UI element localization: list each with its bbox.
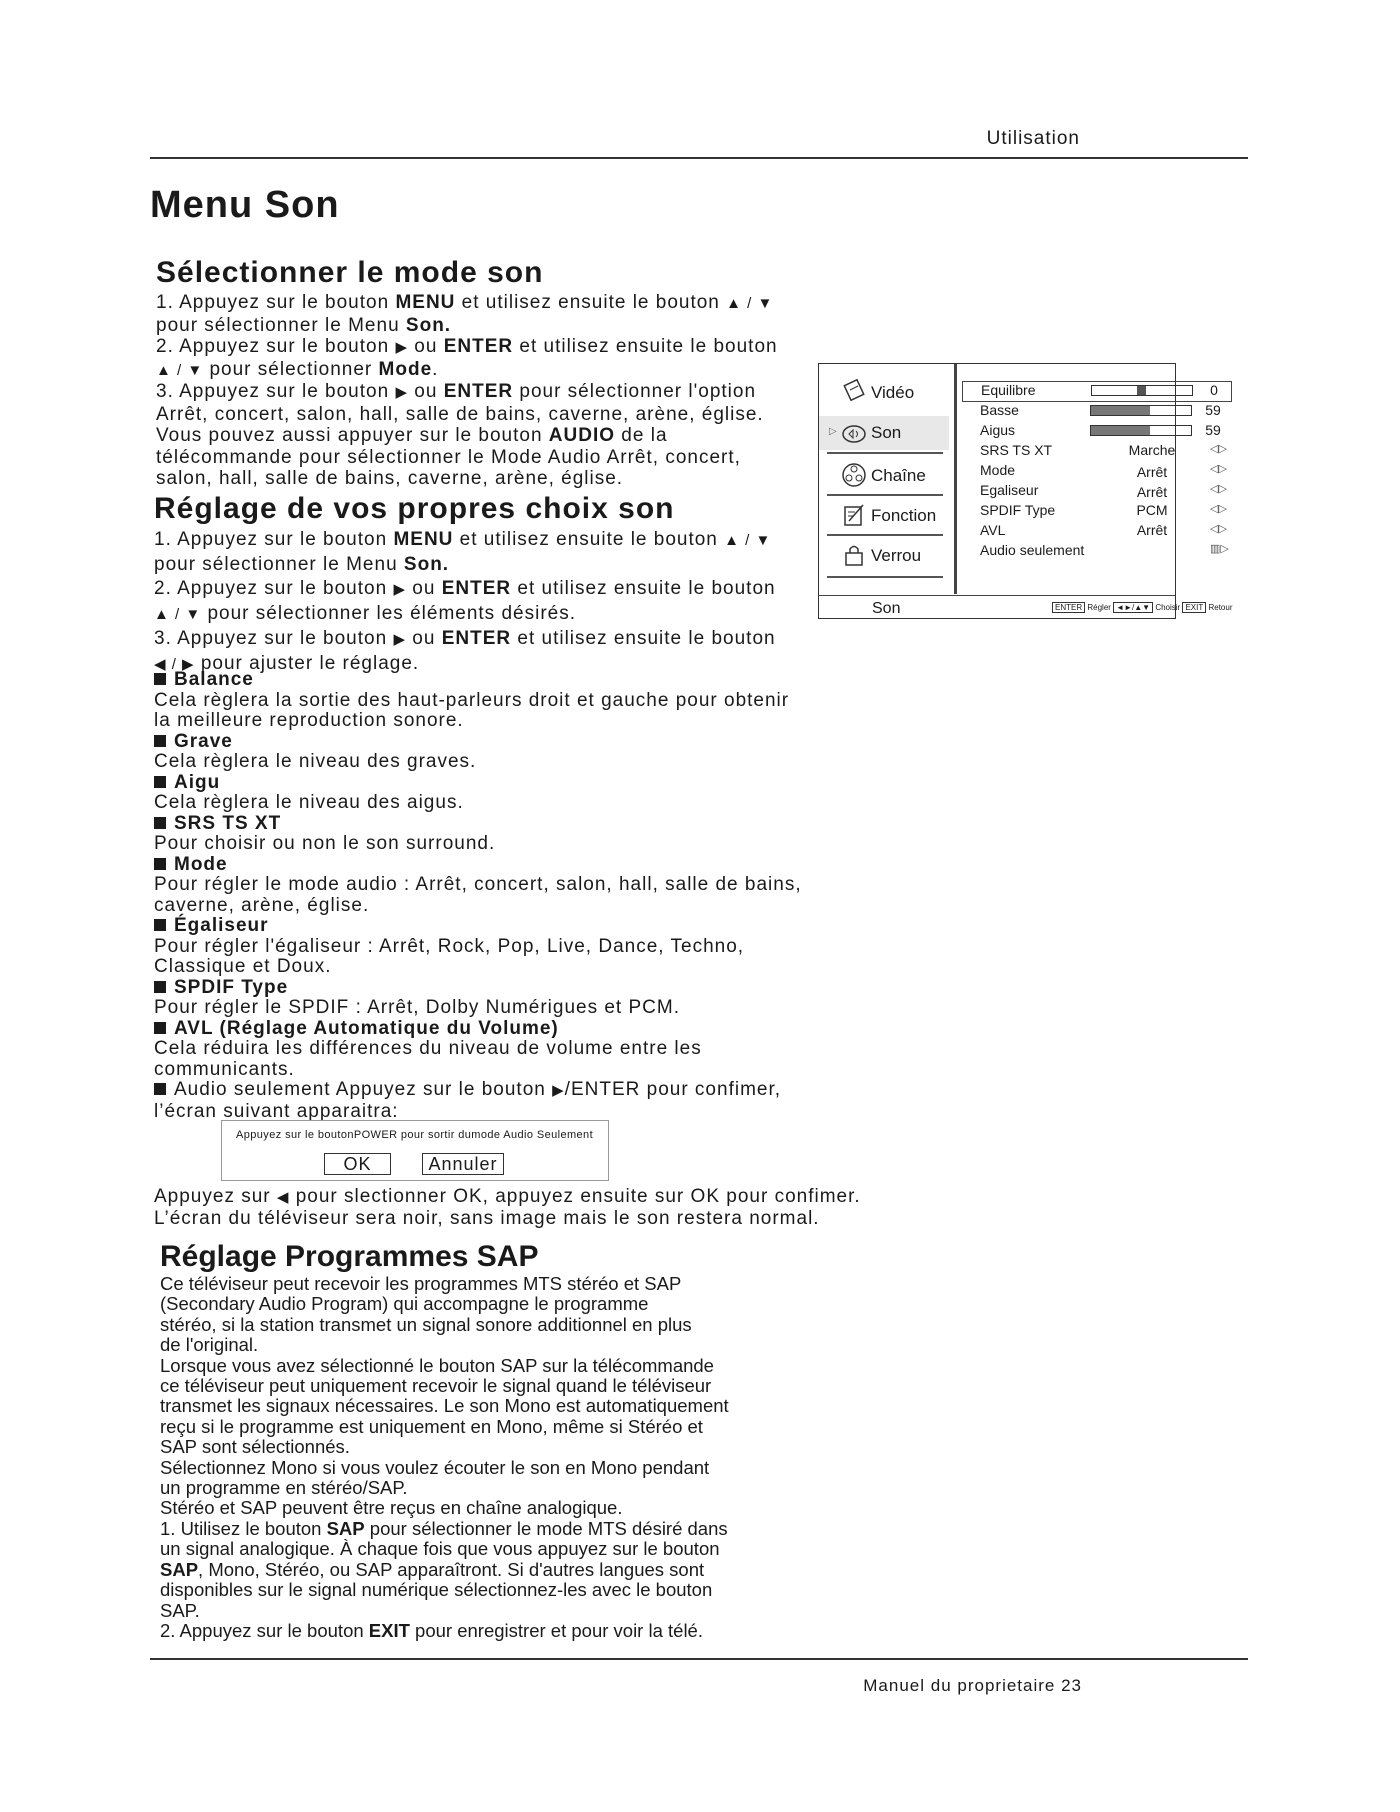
setting-equalizer[interactable]: Egaliseur Arrêt ◁▷ xyxy=(980,482,1227,500)
exit-key: EXIT xyxy=(1182,602,1206,613)
cancel-button[interactable]: Annuler xyxy=(422,1153,504,1175)
section-select-mode-body: 1. Appuyez sur le bouton MENU et utilisez ensuite le bouton ▲ / ▼ pour sélectionner le Menu Son. 2. Appuyez sur le bouton ▶ ou ENTER et utilisez ensuite le bouton ▲ / ▼ pour sélectionner Mode. 3. Appuyez sur le bouton ▶ ou ENTER pour sélectionner l'option Arrêt, concert, salon, hall, salle de bains, caverne, arène, église. Vous pouvez aussi appuyer sur le bouton AUDIO de la télécommande pour sélectionner le Mode Audio Arrêt, concert, salon, hall, salle de bains, caverne, arène, église. xyxy=(156,292,778,489)
bullet-square-icon xyxy=(154,1083,166,1095)
setting-treble[interactable]: Aigus 59 xyxy=(980,422,1221,438)
tv-menu-item-lock[interactable]: Verrou xyxy=(819,539,949,573)
right-arrow-icon: ▶ xyxy=(395,384,408,401)
setting-balance[interactable]: Equilibre 0 xyxy=(962,381,1232,402)
ok-button[interactable]: OK xyxy=(324,1153,391,1175)
tv-menu-footer-title: Son xyxy=(872,600,901,617)
right-arrow-icon: ▶ xyxy=(395,339,408,356)
running-header: Utilisation xyxy=(986,128,1080,149)
section-custom-sound-body: 1. Appuyez sur le bouton MENU et utilisez ensuite le bouton ▲ / ▼ pour sélectionner le Menu Son. 2. Appuyez sur le bouton ▶ ou ENTER et utilisez ensuite le bouton ▲ / ▼ pour sélectionner les éléments désirés. 3. Appuyez sur le bouton ▶ ou ENTER et utilisez ensuite le bouton ◀ / ▶ pour ajuster le réglage. xyxy=(154,529,776,674)
tv-menu-item-video[interactable]: Vidéo xyxy=(819,376,949,410)
page-title: Menu Son xyxy=(150,184,340,226)
speaker-icon xyxy=(841,418,867,446)
right-arrow-icon: ▶ xyxy=(393,631,406,648)
after-dialog-text: Appuyez sur ◀ pour slectionner OK, appuyez ensuite sur OK pour confimer. L’écran du téléviseur sera noir, sans image mais le son restera normal. xyxy=(154,1186,861,1229)
header-rule xyxy=(150,157,1248,159)
left-right-arrows-icon: ◁▷ xyxy=(1210,443,1227,455)
left-right-arrows-icon: ◁▷ xyxy=(1210,503,1227,515)
section-sap-body: Ce téléviseur peut recevoir les programmes MTS stéréo et SAP (Secondary Audio Program) qui accompagne le programme stéréo, si la station transmet un signal sonore additionnel en plus de l'original. Lorsque vous avez sélectionné le bouton SAP sur la télécommande ce téléviseur peut uniquement recevoir le signal quand le téléviseur transmet les signaux nécessaires. Le son Mono est automatiquement reçu si le programme est uniquement en Mono, même si Stéréo et SAP sont sélectionnés. Sélectionnez Mono si vous voulez écouter le son en Mono pendant un programme en stéréo/SAP. Stéréo et SAP peuvent être reçus en chaîne analogique. 1. Utilisez le bouton SAP pour sélectionner le mode MTS désiré dans un signal analogique. À chaque fois que vous appuyez sur le bouton SAP, Mono, Stéréo, ou SAP apparaîtront. Si d'autres langues sont disponibles sur le signal numérique sélectionnez-les avec le bouton SAP. 2. Appuyez sur le bouton EXIT pour enregistrer et pour voir la télé. xyxy=(160,1273,729,1641)
nav-key: ◄►/▲▼ xyxy=(1113,602,1153,613)
audio-only-dialog xyxy=(221,1120,609,1181)
section-title-sap: Réglage Programmes SAP xyxy=(160,1240,539,1273)
right-arrow-icon: ▶ xyxy=(552,1082,565,1099)
section-title-select-mode: Sélectionner le mode son xyxy=(156,256,544,289)
left-arrow-icon: ◀ xyxy=(276,1189,290,1206)
video-icon xyxy=(841,378,867,406)
setting-spdif[interactable]: SPDIF Type PCM ◁▷ xyxy=(980,502,1227,518)
bullet-square-icon xyxy=(154,817,166,829)
bullet-square-icon xyxy=(154,981,166,993)
selection-pointer-icon: ▷ xyxy=(829,426,837,437)
bullet-square-icon xyxy=(154,1022,166,1034)
option-list: Balance Cela règlera la sortie des haut-parleurs droit et gauche pour obtenir la meilleure reproduction sonore. Grave Cela règlera le niveau des graves. Aigu Cela règlera le niveau des aigus. SRS TS XT Pour choisir ou non le son surround. Mode Pour régler le mode audio : Arrêt, concert, salon, hall, salle de bains, caverne, arène, église. Égaliseur Pour régler l'égaliseur : Arrêt, Rock, Pop, Live, Dance, Techno, Classique et Doux. SPDIF Type Pour régler le SPDIF : Arrêt, Dolby Numérigues et PCM. AVL (Réglage Automatique du Volume) Cela réduira les différences du niveau de volume entre les communicants. Audio seulement Appuyez sur le bouton ▶/ENTER pour confimer, l’écran suivant apparaitra: xyxy=(154,669,802,1122)
bass-slider[interactable] xyxy=(1090,405,1192,416)
setting-bass[interactable]: Basse 59 xyxy=(980,402,1221,418)
setting-audio-only[interactable]: Audio seulement ▥▷ xyxy=(980,542,1229,558)
right-arrow-icon: ▶ xyxy=(393,581,406,598)
balance-slider[interactable] xyxy=(1091,385,1193,396)
tv-menu-item-sound[interactable]: ▷ Son xyxy=(819,416,949,450)
tv-menu-sidebar xyxy=(819,364,951,594)
setting-srs[interactable]: SRS TS XT Marche ◁▷ xyxy=(980,442,1227,458)
enter-arrow-icon: ▥▷ xyxy=(1210,543,1229,555)
bullet-square-icon xyxy=(154,858,166,870)
left-right-arrows-icon: ◀ / ▶ xyxy=(154,656,195,673)
footer-rule xyxy=(150,1658,1248,1660)
bullet-square-icon xyxy=(154,776,166,788)
left-right-arrows-icon: ◁▷ xyxy=(1210,463,1227,475)
up-down-arrows-icon: ▲ / ▼ xyxy=(724,532,772,549)
slider-knob[interactable] xyxy=(1137,386,1146,395)
up-down-arrows-icon: ▲ / ▼ xyxy=(156,361,204,379)
enter-key: ENTER xyxy=(1052,602,1085,613)
up-down-arrows-icon: ▲ / ▼ xyxy=(154,606,202,623)
tv-menu-item-function[interactable]: Fonction xyxy=(819,499,949,533)
dialog-message: Appuyez sur le boutonPOWER pour sortir dumode Audio Seulement xyxy=(236,1129,594,1141)
left-right-arrows-icon: ◁▷ xyxy=(1210,523,1227,535)
bullet-square-icon xyxy=(154,919,166,931)
bullet-square-icon xyxy=(154,735,166,747)
setting-avl[interactable]: AVL Arrêt ◁▷ xyxy=(980,522,1227,538)
left-right-arrows-icon: ◁▷ xyxy=(1210,483,1227,495)
bullet-square-icon xyxy=(154,673,166,685)
up-down-arrows-icon: ▲ / ▼ xyxy=(726,295,774,312)
treble-slider[interactable] xyxy=(1090,425,1192,436)
tv-menu-key-hints: ENTER Régler ◄►/▲▼ Choisir EXIT Retour xyxy=(1052,603,1232,612)
page-footer: Manuel du proprietaire 23 xyxy=(863,1676,1082,1695)
lock-icon xyxy=(841,541,867,569)
channel-reel-icon xyxy=(841,461,867,489)
tv-menu-item-channel[interactable]: Chaîne xyxy=(819,459,949,493)
section-title-custom-sound: Réglage de vos propres choix son xyxy=(154,492,675,525)
function-pad-icon xyxy=(841,501,867,529)
tv-sound-menu xyxy=(818,363,1233,619)
setting-mode[interactable]: Mode Arrêt ◁▷ xyxy=(980,462,1227,480)
